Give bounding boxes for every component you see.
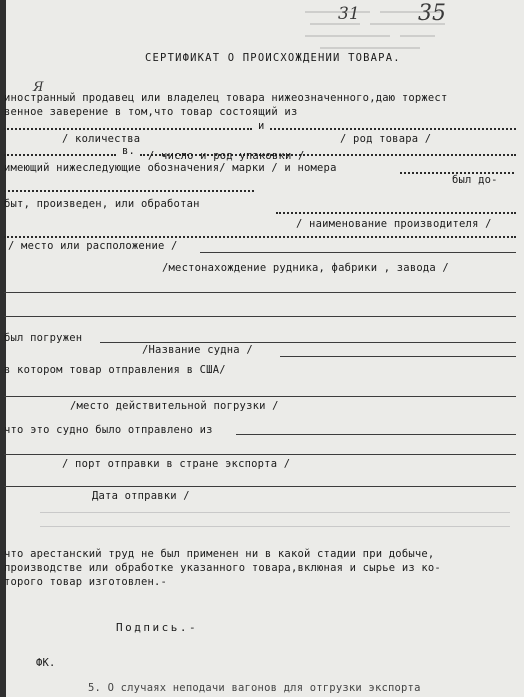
fill-in-dots <box>4 236 516 238</box>
page-number-handwritten-alt: 35 <box>418 1 446 26</box>
field-caption: /место действительной погрузки / <box>70 400 279 412</box>
field-caption: /местонахождение рудника, фабрики , завода / <box>162 262 449 274</box>
field-caption: / место или расположение / <box>8 240 178 252</box>
fill-in-dots <box>276 212 516 214</box>
footer-bleed-text: 5. О случаях неподачи вагонов для отгрузки экспорта <box>88 682 421 694</box>
text-line: быт, произведен, или обработан <box>4 198 200 210</box>
scan-edge <box>0 0 6 697</box>
fill-in-line <box>100 342 516 343</box>
fill-in-dots <box>4 190 254 192</box>
text-line: в котором товар отправления в США/ <box>4 364 226 376</box>
field-caption: / род товара / <box>340 133 432 145</box>
text-line: торого товар изготовлен.- <box>4 576 168 588</box>
text-line: в. <box>122 145 136 157</box>
text-line: иностранный продавец или владелец товара нижеозначенного,даю торжест <box>4 92 448 104</box>
field-caption: / порт отправки в стране экспорта / <box>62 458 291 470</box>
margin-note: Я <box>33 80 44 95</box>
fill-in-dots <box>4 128 252 130</box>
fill-in-line <box>236 434 516 435</box>
text-line: производстве или обработке указанного товара,вклюная и сырье из ко- <box>4 562 441 574</box>
document-title: СЕРТИФИКАТ О ПРОИСХОЖДЕНИИ ТОВАРА. <box>145 52 401 64</box>
initials: ФК. <box>36 657 56 669</box>
fill-in-line <box>4 316 516 317</box>
text-line: и <box>258 120 265 132</box>
fill-in-line <box>4 454 516 455</box>
fill-in-dots <box>4 154 116 156</box>
page-number-handwritten: 31 <box>338 4 360 24</box>
text-line: имеющий нижеследующие обозначения/ марки / и номера <box>4 162 337 174</box>
field-caption: / количества <box>62 133 141 145</box>
text-line: венное заверение в том,что товар состоящий из <box>4 106 298 118</box>
fill-in-line <box>280 356 516 357</box>
fill-in-line <box>4 292 516 293</box>
signature-label: Подпись.- <box>116 621 199 634</box>
text-line: что это судно было отправлено из <box>4 424 213 436</box>
text-line: был погружен <box>4 332 83 344</box>
fill-in-dots <box>270 128 516 130</box>
field-caption: / число и род упаковки / <box>148 150 305 162</box>
fill-in-line <box>4 486 516 487</box>
text-line: что арестанский труд не был применен ни в какой стадии при добыче, <box>4 548 435 560</box>
fill-in-line <box>4 396 516 397</box>
fill-in-line <box>200 252 516 253</box>
bleed-through-line <box>40 526 510 527</box>
bleed-through-line <box>40 512 510 513</box>
field-caption: / наименование производителя / <box>296 218 492 230</box>
text-line: был до- <box>452 174 498 186</box>
field-caption: Дата отправки / <box>92 490 190 502</box>
field-caption: /Название судна / <box>142 344 253 356</box>
